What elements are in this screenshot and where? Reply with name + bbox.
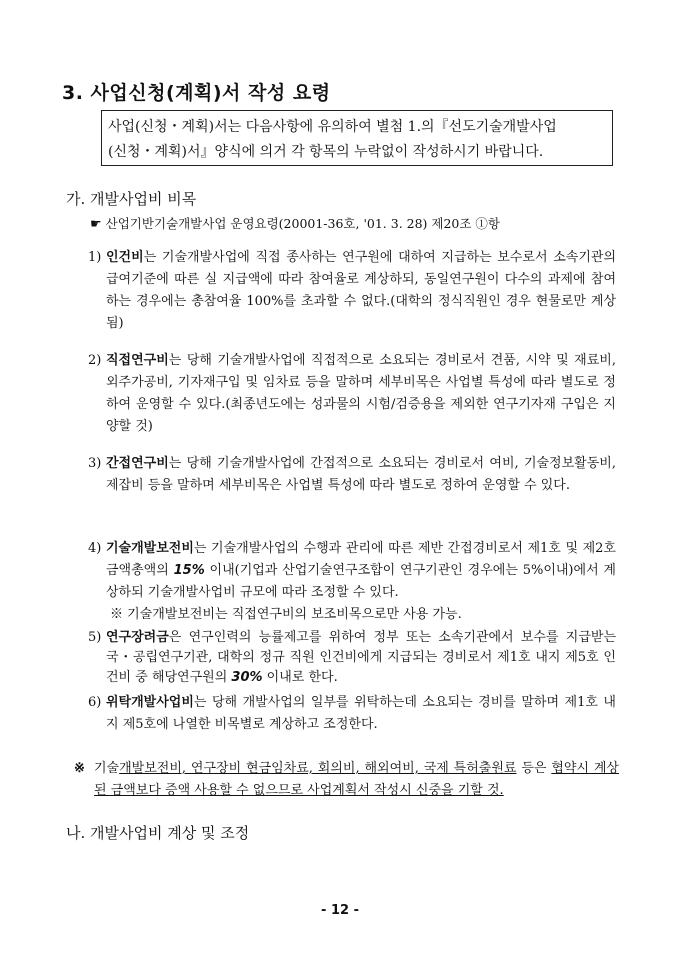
item-number: 4) xyxy=(88,541,102,556)
item-number: 1) xyxy=(88,250,102,265)
list-item xyxy=(88,538,616,626)
item-term: 기술개발보전비 xyxy=(106,541,194,556)
item-number: 3) xyxy=(88,456,102,471)
item-text: 는 당해 기술개발사업에 간접적으로 소요되는 경비로서 여비, 기술정보활동비, 제잡비 등을 말하며 세부비목은 사업별 특성에 따라 별도로 정하여 운영할 수 있다. xyxy=(106,456,616,493)
note-text-mid: 등은 xyxy=(516,761,552,776)
item-term: 직접연구비 xyxy=(106,353,169,368)
bottom-note xyxy=(74,758,619,802)
item-number: 2) xyxy=(88,353,102,368)
item-subnote: ※ 기술개발보전비는 직접연구비의 보조비목으로만 사용 가능. xyxy=(110,607,462,622)
list-item xyxy=(88,692,616,736)
item-term: 위탁개발사업비 xyxy=(106,695,194,710)
subsection-heading-ga: 가. 개발사업비 비목 xyxy=(66,190,197,208)
subsection-heading-na: 나. 개발사업비 계상 및 조정 xyxy=(66,824,250,842)
item-emphasis: 15% xyxy=(173,563,205,578)
page-number: - 12 - xyxy=(321,903,359,918)
note-text-line2: 협약시 계상된 금액보다 증액 사용할 수 없으므로 사업계획서 작성시 신중을 기할 것. xyxy=(94,761,619,798)
instruction-line-2: (신청・계획)서』양식에 의거 각 항목의 누락없이 작성하시기 바랍니다. xyxy=(108,144,544,160)
item-text-cont: 이내(기업과 산업기술연구조합이 연구기관인 경우에는 5%이내)에서 계상하되 기술개발사업비 규모에 따라 조정할 수 있다. xyxy=(106,563,616,600)
instruction-box xyxy=(101,110,613,166)
section-title: 3. 사업신청(계획)서 작성 요령 xyxy=(62,82,331,104)
item-term: 간접연구비 xyxy=(106,456,169,471)
item-text: 는 당해 개발사업의 일부를 위탁하는데 소요되는 경비를 말하며 제1호 내지 제5호에 나열한 비목별로 계상하고 조정한다. xyxy=(106,695,616,732)
item-text: 은 연구인력의 능률제고를 위하여 정부 또는 소속기관에서 보수를 지급받는 국・공립연구기관, 대학의 정규 직원 인건비에게 지급되는 경비로서 제1호 내지 제5호 인건비 중 해당연구원의 xyxy=(106,630,616,685)
regulation-reference-text: 산업기반기술개발사업 운영요령(20001-36호, '01. 3. 28) 제20조 ①항 xyxy=(105,216,501,231)
item-term: 연구장려금 xyxy=(106,630,169,645)
list-item xyxy=(88,453,616,497)
list-item xyxy=(88,350,616,438)
item-text: 는 기술개발사업에 직접 종사하는 연구원에 대하여 지급하는 보수로서 소속기관의 급여기준에 따른 실 지급액에 따라 참여율로 계상하되, 동일연구원이 다수의 과제에 참여하는 경우에는 총참여율 100%를 초과할 수 없다.(대학의 정식직원인 경우 현물로만 계상됨) xyxy=(106,250,616,331)
list-item xyxy=(88,628,616,688)
regulation-reference xyxy=(90,214,500,232)
instruction-line-1: 사업(신청・계획)서는 다음사항에 유의하여 별첨 1.의『선도기술개발사업 xyxy=(108,119,557,135)
note-mark: ※ xyxy=(74,761,85,776)
item-number: 6) xyxy=(88,695,102,710)
pointing-hand-icon: ☛ xyxy=(90,217,102,232)
item-term: 인건비 xyxy=(106,250,144,265)
item-number: 5) xyxy=(88,630,102,645)
item-text: 는 기술개발사업의 수행과 관리에 따른 제반 간접경비로서 제1호 및 제2호 금액총액의 xyxy=(106,541,616,578)
note-underlined: 개발보전비, 연구장비 현금임차료, 회의비, 해외여비, 국제 특허출원료 xyxy=(119,761,517,776)
item-emphasis: 30% xyxy=(231,670,263,685)
note-text-pre: 기술 xyxy=(94,761,120,776)
item-text: 는 당해 기술개발사업에 직접적으로 소요되는 경비로서 견품, 시약 및 재료비, 외주가공비, 기자재구입 및 임차료 등을 말하며 세부비목은 사업별 특성에 따라 별도로 정하여 운영할 수 있다.(최종년도에는 성과물의 시험/검증용을 제외한 연구기자재 구입은 지양할 것) xyxy=(106,353,616,434)
list-item xyxy=(88,247,616,335)
item-text-cont: 이내로 한다. xyxy=(262,670,338,685)
